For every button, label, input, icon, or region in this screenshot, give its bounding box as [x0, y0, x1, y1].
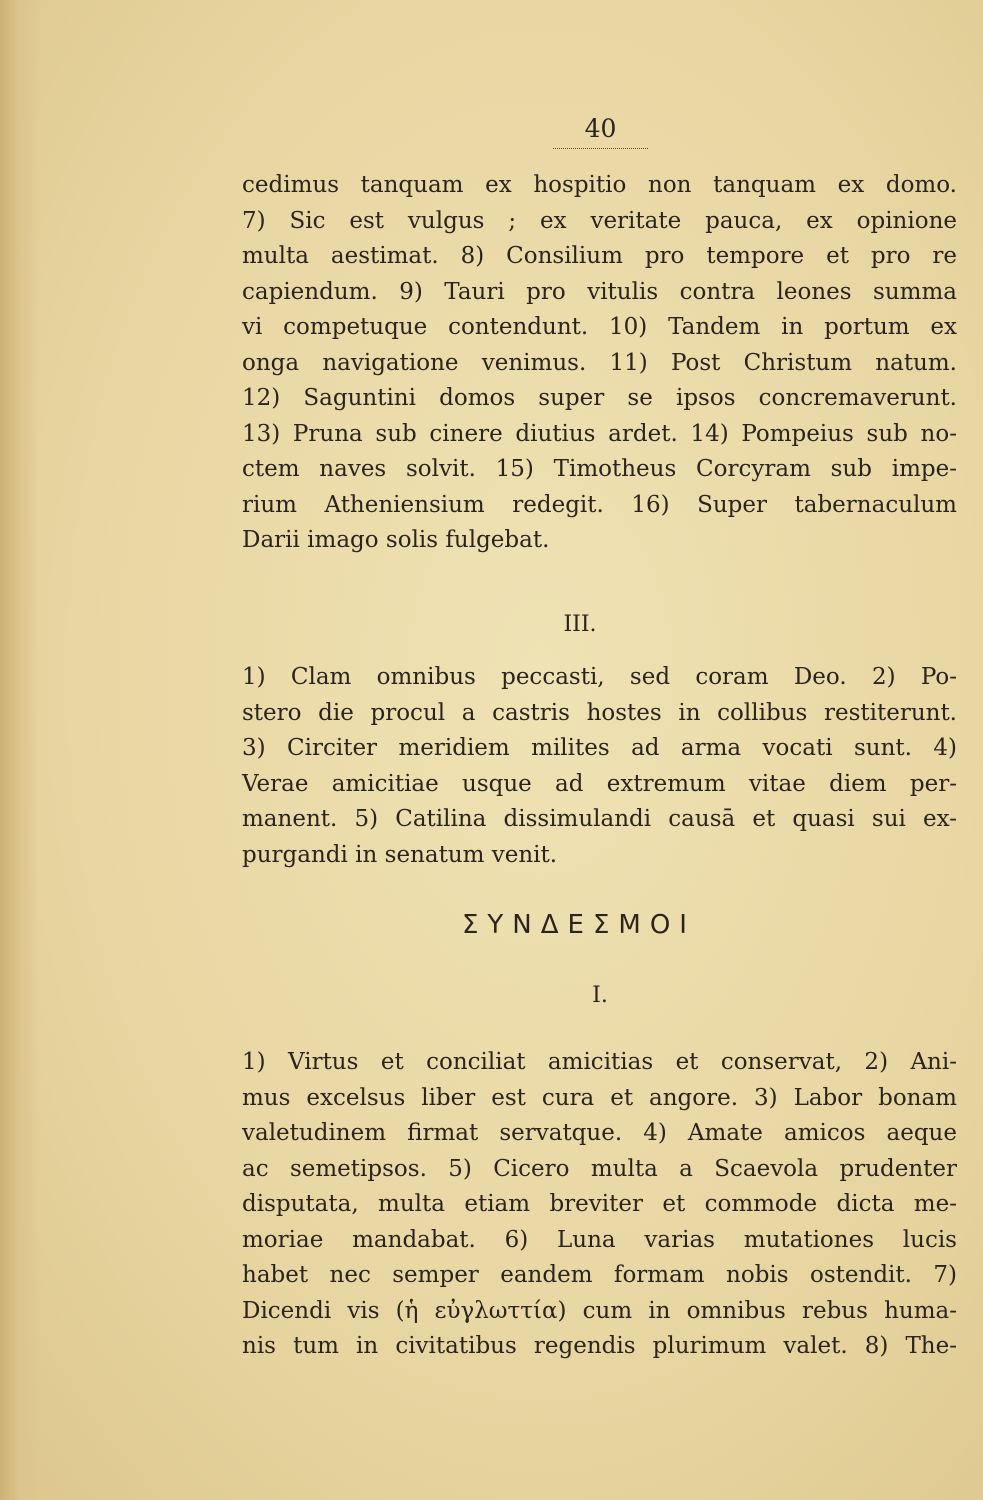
text-line: onga navigatione venimus. 11) Post Christum natum. [242, 349, 957, 376]
paragraph-continuation [242, 168, 957, 559]
text-line: Dicendi vis (ἡ εὐγλωττία) cum in omnibus rebus huma- [242, 1297, 957, 1324]
page-number: 40 [584, 114, 617, 143]
text-line: multa aestimat. 8) Consilium pro tempore et pro re [242, 243, 957, 269]
text-line: purgandi in senatum venit. [242, 841, 558, 868]
text-line: ac semetipsos. 5) Cicero multa a Scaevola prudenter [242, 1155, 957, 1182]
text-line: rium Atheniensium redegit. 16) Super tabernaculum [242, 491, 957, 518]
text-line: 3) Circiter meridiem milites ad arma vocati sunt. 4) [242, 735, 957, 761]
text-line: nis tum in civitatibus regendis plurimum valet. 8) The- [242, 1333, 957, 1359]
text-line: stero die procul a castris hostes in collibus restiterunt. [242, 699, 957, 726]
page-edge-shading [0, 0, 40, 1500]
text-line: 12) Saguntini domos super se ipsos concremaverunt. [242, 385, 957, 411]
text-line: mus excelsus liber est cura et angore. 3) Labor bonam [242, 1084, 957, 1111]
paragraph-i [242, 1045, 957, 1365]
text-line: 1) Clam omnibus peccasti, sed coram Deo. 2) Po- [242, 664, 957, 690]
text-line: Darii imago solis fulgebat. [242, 527, 550, 553]
text-line: vi competuque contendunt. 10) Tandem in portum ex [242, 314, 957, 340]
text-line: moriae mandabat. 6) Luna varias mutationes lucis [242, 1226, 957, 1253]
text-line: 7) Sic est vulgus ; ex veritate pauca, ex opinione [242, 207, 957, 234]
text-line: disputata, multa etiam breviter et commode dicta me- [242, 1191, 957, 1217]
text-line: ctem naves solvit. 15) Timotheus Corcyram sub impe- [242, 456, 957, 482]
text-line: Verae amicitiae usque ad extremum vitae diem per- [242, 770, 957, 797]
section-heading-i: I. [592, 983, 608, 1008]
text-line: manent. 5) Catilina dissimulandi causā et quasi sui ex- [242, 806, 957, 832]
text-line: habet nec semper eandem formam nobis ostendit. 7) [242, 1262, 957, 1288]
paragraph-iii [242, 660, 957, 873]
text-line: 13) Pruna sub cinere diutius ardet. 14) Pompeius sub no- [242, 420, 957, 447]
text-line: 1) Virtus et conciliat amicitias et conservat, 2) Ani- [242, 1049, 957, 1075]
section-heading-iii: III. [563, 612, 597, 637]
text-line: valetudinem firmat servatque. 4) Amate amicos aeque [242, 1120, 957, 1146]
text-line: capiendum. 9) Tauri pro vitulis contra leones summa [242, 278, 957, 305]
page-number-rule [553, 148, 648, 149]
text-line: cedimus tanquam ex hospitio non tanquam ex domo. [242, 172, 957, 198]
greek-section-title: ΣΥΝΔΕΣΜΟΙ [462, 910, 696, 940]
